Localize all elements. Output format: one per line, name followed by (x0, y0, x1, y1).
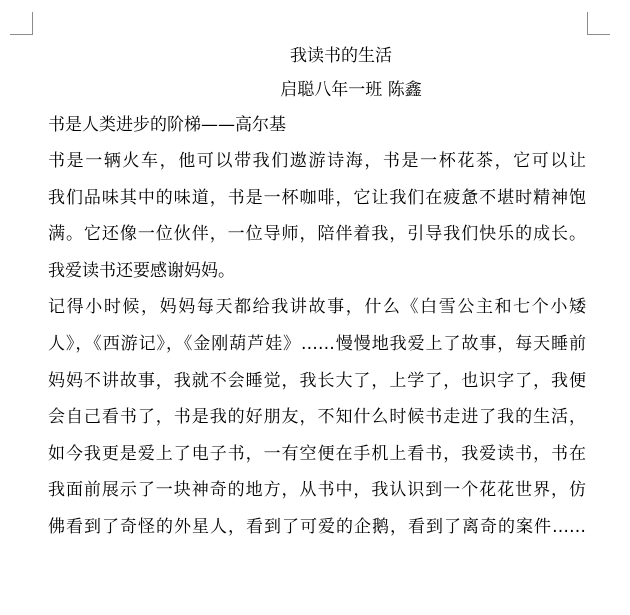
text-line: 如今我更是爱上了电子书，一有空便在手机上看书，我爱读书，书在 (48, 443, 586, 464)
text-line: 人》，《西游记》，《金刚葫芦娃》……慢慢地我爱上了故事，每天睡前 (48, 333, 586, 354)
opening-quote: 书是人类进步的阶梯——高尔基 (48, 115, 286, 135)
text-line: 记得小时候，妈妈每天都给我讲故事，什么《白雪公主和七个小矮 (48, 297, 586, 318)
text-line: 满。它还像一位伙伴，一位导师，陪伴着我，引导我们快乐的成长。 (48, 224, 586, 245)
document-title: 我读书的生活 (290, 46, 392, 66)
text-line: 佛看到了奇怪的外星人，看到了可爱的企鹅，看到了离奇的案件…… (48, 516, 586, 537)
text-line: 会自己看书了，书是我的好朋友，不知什么时候书走进了我的生活， (48, 407, 586, 428)
text-line: 我们品味其中的味道，书是一杯咖啡，它让我们在疲惫不堪时精神饱 (48, 187, 586, 208)
document-body[interactable] (48, 40, 586, 546)
text-line: 书是一辆火车，他可以带我们遨游诗海，书是一杯花茶，它可以让 (48, 151, 586, 171)
margin-corner-mark-top-left (10, 12, 33, 35)
paragraph-1 (48, 143, 586, 253)
text-line: 我爱读书还要感谢妈妈。 (48, 260, 235, 281)
paragraph-2 (48, 253, 586, 290)
text-line: 我面前展示了一块神奇的地方，从书中，我认识到一个花花世界，仿 (48, 480, 586, 501)
paragraph-3 (48, 289, 586, 545)
author-line: 启聪八年一班 陈鑫 (280, 80, 422, 100)
margin-corner-mark-top-right (587, 12, 610, 35)
text-line: 妈妈不讲故事，我就不会睡觉，我长大了，上学了，也识字了，我便 (48, 370, 586, 391)
